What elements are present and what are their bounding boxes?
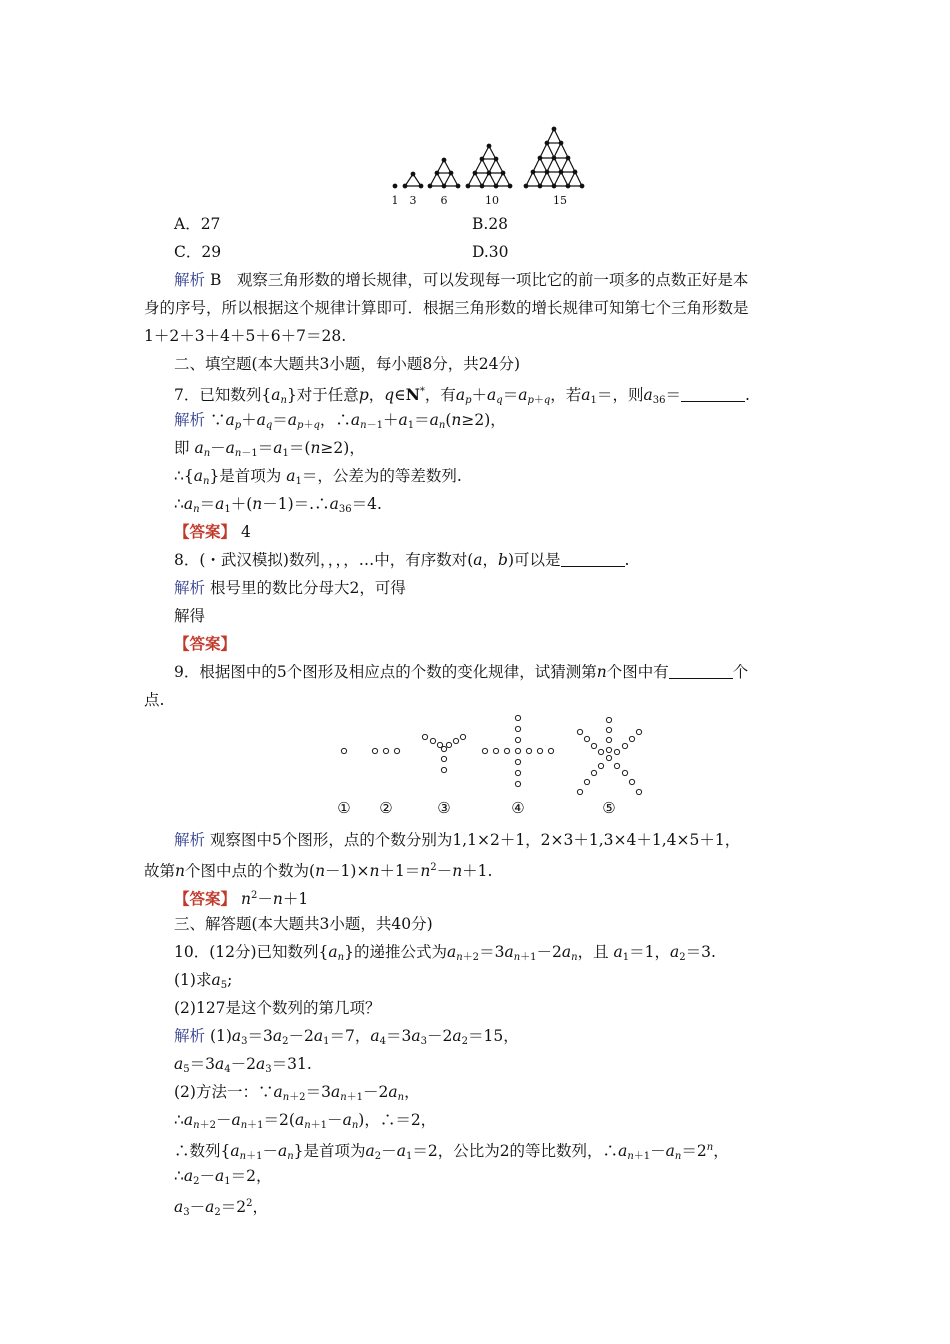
fig1-label: 10 [485, 194, 499, 207]
q9-explanation-line2: 故第n个图中点的个数为$(n-1)\times n+1=n^2-n+1$. [144, 862, 493, 880]
q10-explanation-line6: $\therefore a_2-a_1=2$， [174, 1167, 272, 1187]
q10-stem: 10．(12分)已知数列$\{a_n\}$的递推公式为$a_{n+2}=3a_{n+1}-2a_n$，且 $a_1=1$，$a_2=3$. [174, 943, 716, 963]
q10-sub2: (2)127是这个数列的第几项？ [174, 999, 381, 1017]
q10-explanation-line2: $a_5=3a_4-2a_3=31$. [174, 1055, 312, 1075]
fig1-label: 3 [409, 194, 417, 207]
q7-explanation-line1: 解析 $\because a_p+a_q=a_{p+q}$，$\therefore a_{n-1}+a_1=a_n(n\ge 2)$， [174, 411, 506, 431]
q7-answer: 【答案】 4 [174, 522, 251, 541]
choice-b: B.28 [472, 215, 509, 233]
fig1-label: 6 [440, 194, 448, 207]
q8-answer [174, 634, 236, 654]
analysis-tag: 解析 [174, 1027, 206, 1045]
section-2-heading: 二、填空题(本大题共3小题，每小题8分，共24分) [174, 355, 521, 373]
fig2-label: ① [337, 799, 351, 817]
q8-explanation-line2: 解得 [174, 607, 206, 625]
fig2-label: ③ [437, 799, 451, 817]
q10-explanation-line1: 解析 $(1)a_3=3a_2-2a_1=7$，$a_4=3a_3-2a_2=15$， [174, 1027, 519, 1047]
answer-blank [669, 664, 733, 679]
answer-tag: 【答案】 [174, 522, 237, 541]
q10-explanation-line3: (2)方法一：$\because a_{n+2}=3a_{n+1}-2a_n$， [174, 1083, 420, 1103]
triangle-numbers-figure [380, 122, 610, 210]
analysis-tag: 解析 [174, 271, 206, 289]
choice-a: A．27 [174, 215, 221, 233]
q6-explanation-line1: 解析 B 观察三角形数的增长规律，可以发现每一项比它的前一项多的点数正好是本 [174, 271, 749, 289]
q8-explanation-line1: 解析 根号里的数比分母大2，可得 [174, 579, 406, 597]
section-3-heading: 三、解答题(本大题共3小题，共40分) [174, 915, 433, 933]
q9-explanation-line1: 解析 观察图中5个图形，点的个数分别为1,1×2＋1，2×3＋1,3×4＋1,4×5＋1， [174, 831, 741, 849]
analysis-tag: 解析 [174, 579, 206, 597]
choice-c: C．29 [174, 243, 222, 261]
fig1-label: 15 [553, 194, 567, 207]
answer-blank [561, 552, 625, 567]
dot-patterns-figure [325, 712, 655, 820]
answer-blank [681, 387, 745, 402]
q9-stem-line2: 点. [144, 691, 165, 709]
fig2-label: ② [379, 799, 393, 817]
q9-answer: 【答案】 $n^2-n+1$ [174, 889, 309, 908]
q10-sub1: (1)求$a_5$; [174, 971, 233, 991]
q8-stem: 8．(・武汉模拟)数列，，，，…中，有序数对(a，b)可以是 . [174, 551, 630, 569]
fig1-label: 1 [391, 194, 399, 207]
q7-stem: 7．已知数列$\{a_n\}$对于任意p，q∈N*，有$a_p+a_q=a_{p+q}$，若$a_1=$，则$a_{36}=$ . [174, 385, 750, 406]
q10-explanation-line7: $a_3-a_2=2^2$， [174, 1198, 269, 1218]
fig2-label: ⑤ [602, 799, 616, 817]
q9-stem-line1: 9．根据图中的5个图形及相应点的个数的变化规律，试猜测第n个图中有 个 [174, 663, 749, 681]
analysis-tag: 解析 [174, 411, 206, 429]
answer-tag: 【答案】 [174, 889, 237, 908]
fig2-label: ④ [511, 799, 525, 817]
q7-explanation-line4: $\therefore a_n=a_1+(n-1)=.\therefore a_{36}=4$. [174, 495, 382, 515]
answer-tag: 【答案】 [174, 634, 237, 653]
q6-explanation-line2: 身的序号，所以根据这个规律计算即可．根据三角形数的增长规律可知第七个三角形数是 [144, 299, 749, 317]
q7-explanation-line2: 即 $a_n-a_{n-1}=a_1=(n\ge 2)$， [174, 439, 365, 459]
q10-explanation-line4: $\therefore a_{n+2}-a_{n+1}=2(a_{n+1}-a_n)$，∴＝2， [174, 1111, 437, 1131]
choice-d: D.30 [472, 243, 509, 261]
q6-explanation-line3: 1＋2＋3＋4＋5＋6＋7＝28. [144, 327, 347, 345]
analysis-tag: 解析 [174, 831, 206, 849]
q10-explanation-line5: ∴数列$\{a_{n+1}-a_n\}$是首项为$a_2-a_1=2$，公比为2的等比数列，$\therefore a_{n+1}-a_n=2^n$， [174, 1142, 729, 1162]
q7-explanation-line3: $\therefore\{a_n\}$是首项为 $a_1=$，公差为的等差数列. [174, 467, 462, 487]
